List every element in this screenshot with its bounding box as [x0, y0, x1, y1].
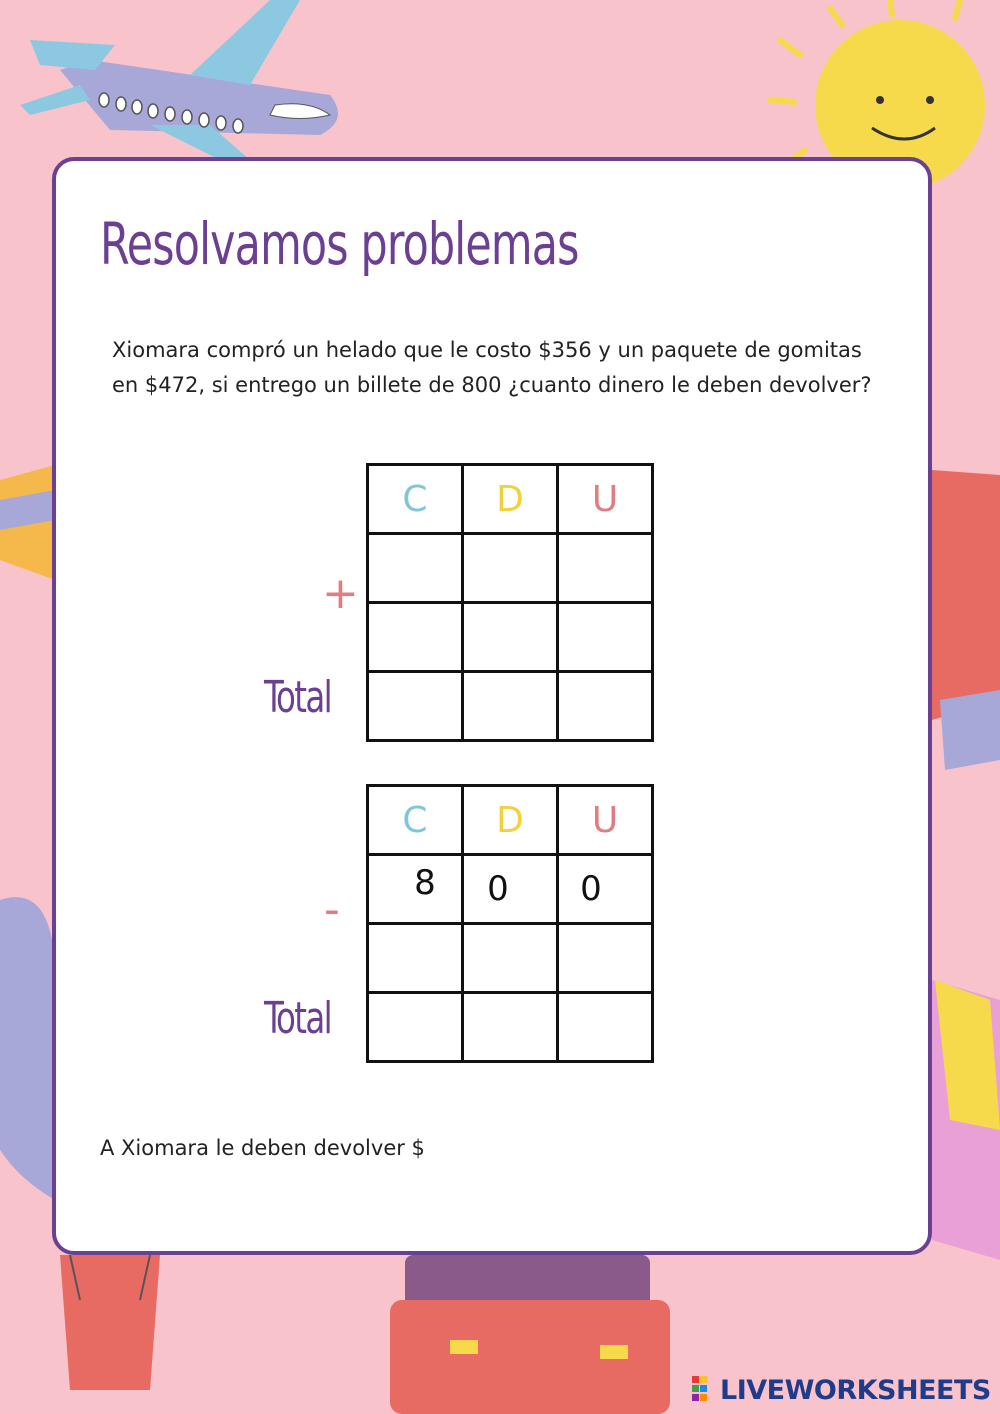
header-c: C [368, 465, 463, 534]
subtrahend-u-cell[interactable] [558, 924, 653, 993]
header-c: C [368, 786, 463, 855]
book-icon [0, 465, 55, 580]
difference-u-cell[interactable] [558, 993, 653, 1062]
addition-total-label: Total [264, 672, 331, 723]
subtraction-total-label: Total [264, 993, 331, 1044]
suitcase-icon [932, 470, 1000, 1260]
liveworksheets-logo-icon [692, 1376, 716, 1404]
subtraction-table [366, 784, 654, 1063]
page-title: Resolvamos problemas [100, 210, 579, 278]
minuend-u-cell [558, 855, 653, 924]
addend1-u-cell[interactable] [558, 534, 653, 603]
addend1-c-cell[interactable] [368, 534, 463, 603]
header-d: D [463, 786, 558, 855]
minuend-d-value: 0 [487, 869, 509, 909]
minus-sign: - [324, 884, 340, 935]
addend2-d-cell[interactable] [463, 603, 558, 672]
plus-sign: + [322, 568, 359, 619]
header-u: U [558, 465, 653, 534]
addend1-d-cell[interactable] [463, 534, 558, 603]
difference-d-cell[interactable] [463, 993, 558, 1062]
minuend-u-value: 0 [580, 869, 602, 909]
minuend-d-cell [463, 855, 558, 924]
brand-name: LIVEWORKSHEETS [720, 1374, 991, 1406]
subtrahend-d-cell[interactable] [463, 924, 558, 993]
answer-prompt: A Xiomara le deben devolver $ [100, 1136, 425, 1160]
brand-footer [692, 1373, 991, 1407]
header-d: D [463, 465, 558, 534]
addend2-c-cell[interactable] [368, 603, 463, 672]
addend2-u-cell[interactable] [558, 603, 653, 672]
header-u: U [558, 786, 653, 855]
luggage-icon [390, 1255, 670, 1414]
subtrahend-c-cell[interactable] [368, 924, 463, 993]
difference-c-cell[interactable] [368, 993, 463, 1062]
minuend-c-value: 8 [414, 863, 436, 903]
sum-d-cell[interactable] [463, 672, 558, 741]
airplane-icon [20, 0, 338, 160]
sum-c-cell[interactable] [368, 672, 463, 741]
problem-statement: Xiomara compró un helado que le costo $356 y un paquete de gomitas en $472, si entrego un billete de 800 ¿cuanto dinero le deben devolver? [112, 338, 872, 397]
sum-u-cell[interactable] [558, 672, 653, 741]
minuend-c-cell [368, 855, 463, 924]
addition-table [366, 463, 654, 742]
